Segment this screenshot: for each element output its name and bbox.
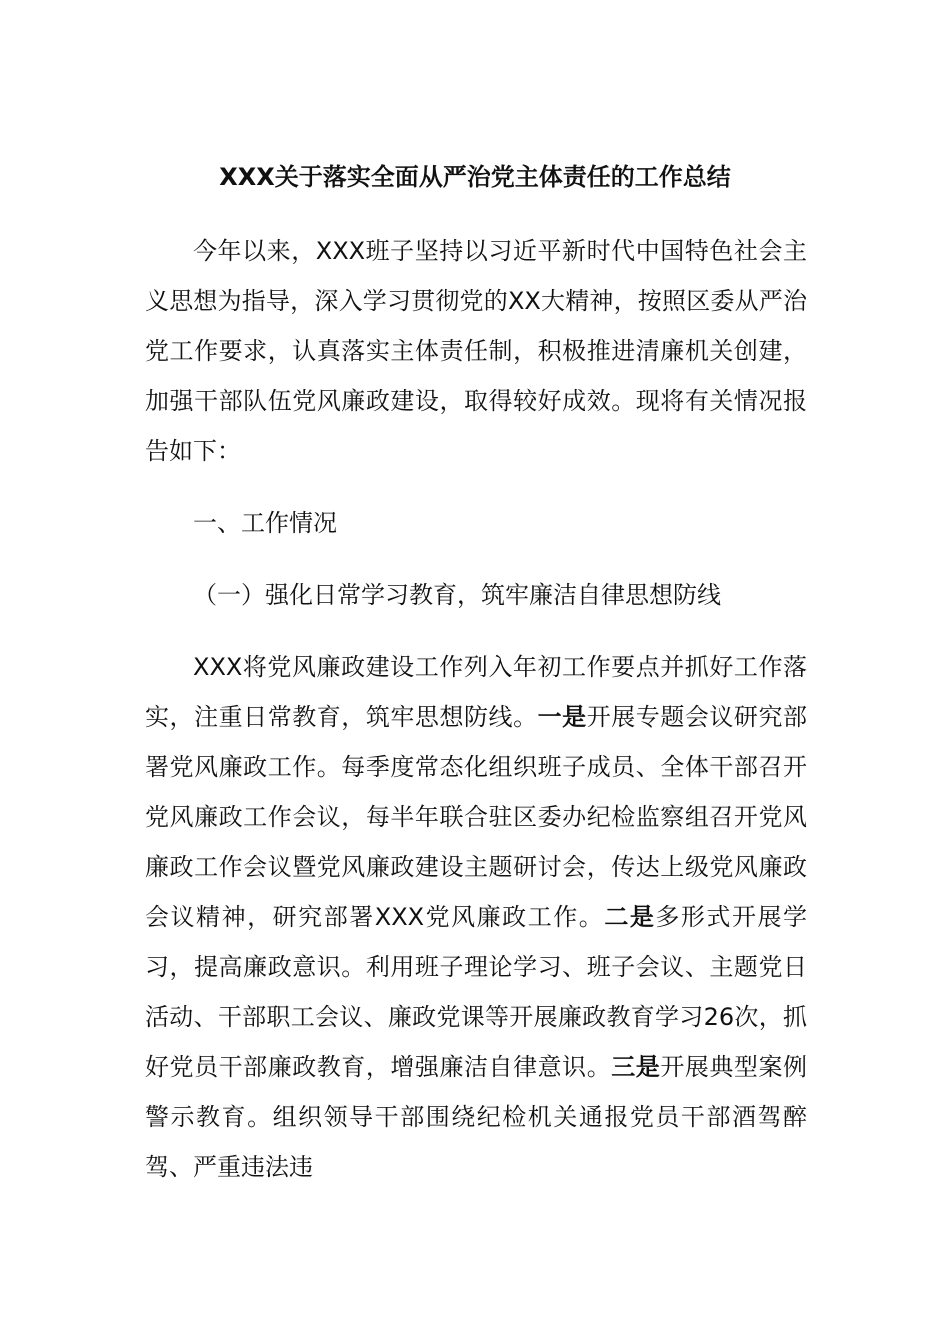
item-marker-2: 二是 — [604, 903, 656, 931]
subsection-heading: （一）强化日常学习教育，筑牢廉洁自律思想防线 — [193, 581, 721, 609]
section-heading: 一、工作情况 — [193, 509, 337, 537]
item-text-3: 开展典型案例警示教育。组织领导干部围绕纪检机关通报党员干部酒驾醉驾、严重违法违 — [145, 1053, 808, 1181]
item-marker-3: 三是 — [611, 1053, 661, 1081]
document-title: XXX关于落实全面从严治党主体责任的工作总结 — [219, 163, 731, 191]
item-text-2: 多形式开展学习，提高廉政意识。利用班子理论学习、班子会议、主题党日活动、干部职工会议、廉政党课等开展廉政教育学习26次，抓好党员干部廉政教育，增强廉洁自律意识。 — [145, 903, 808, 1081]
paragraph-intro: XXX将党风廉政建设工作列入年初工作要点并抓好工作落实，注重日常教育，筑牢思想防线。 — [145, 653, 807, 731]
item-marker-1: 一是 — [537, 703, 587, 731]
intro-paragraph: 今年以来，XXX班子坚持以习近平新时代中国特色社会主义思想为指导，深入学习贯彻党的XX大精神，按照区委从严治党工作要求，认真落实主体责任制，积极推进清廉机关创建，加强干部队伍党风廉政建设，取得较好成效。现将有关情况报告如下： — [145, 237, 807, 465]
work-paragraph — [145, 642, 807, 1192]
item-text-1: 开展专题会议研究部署党风廉政工作。每季度常态化组织班子成员、全体干部召开党风廉政工作会议，每半年联合驻区委办纪检监察组召开党风廉政工作会议暨党风廉政建设主题研讨会，传达上级党风廉政会议精神，研究部署XXX党风廉政工作。 — [145, 703, 808, 931]
